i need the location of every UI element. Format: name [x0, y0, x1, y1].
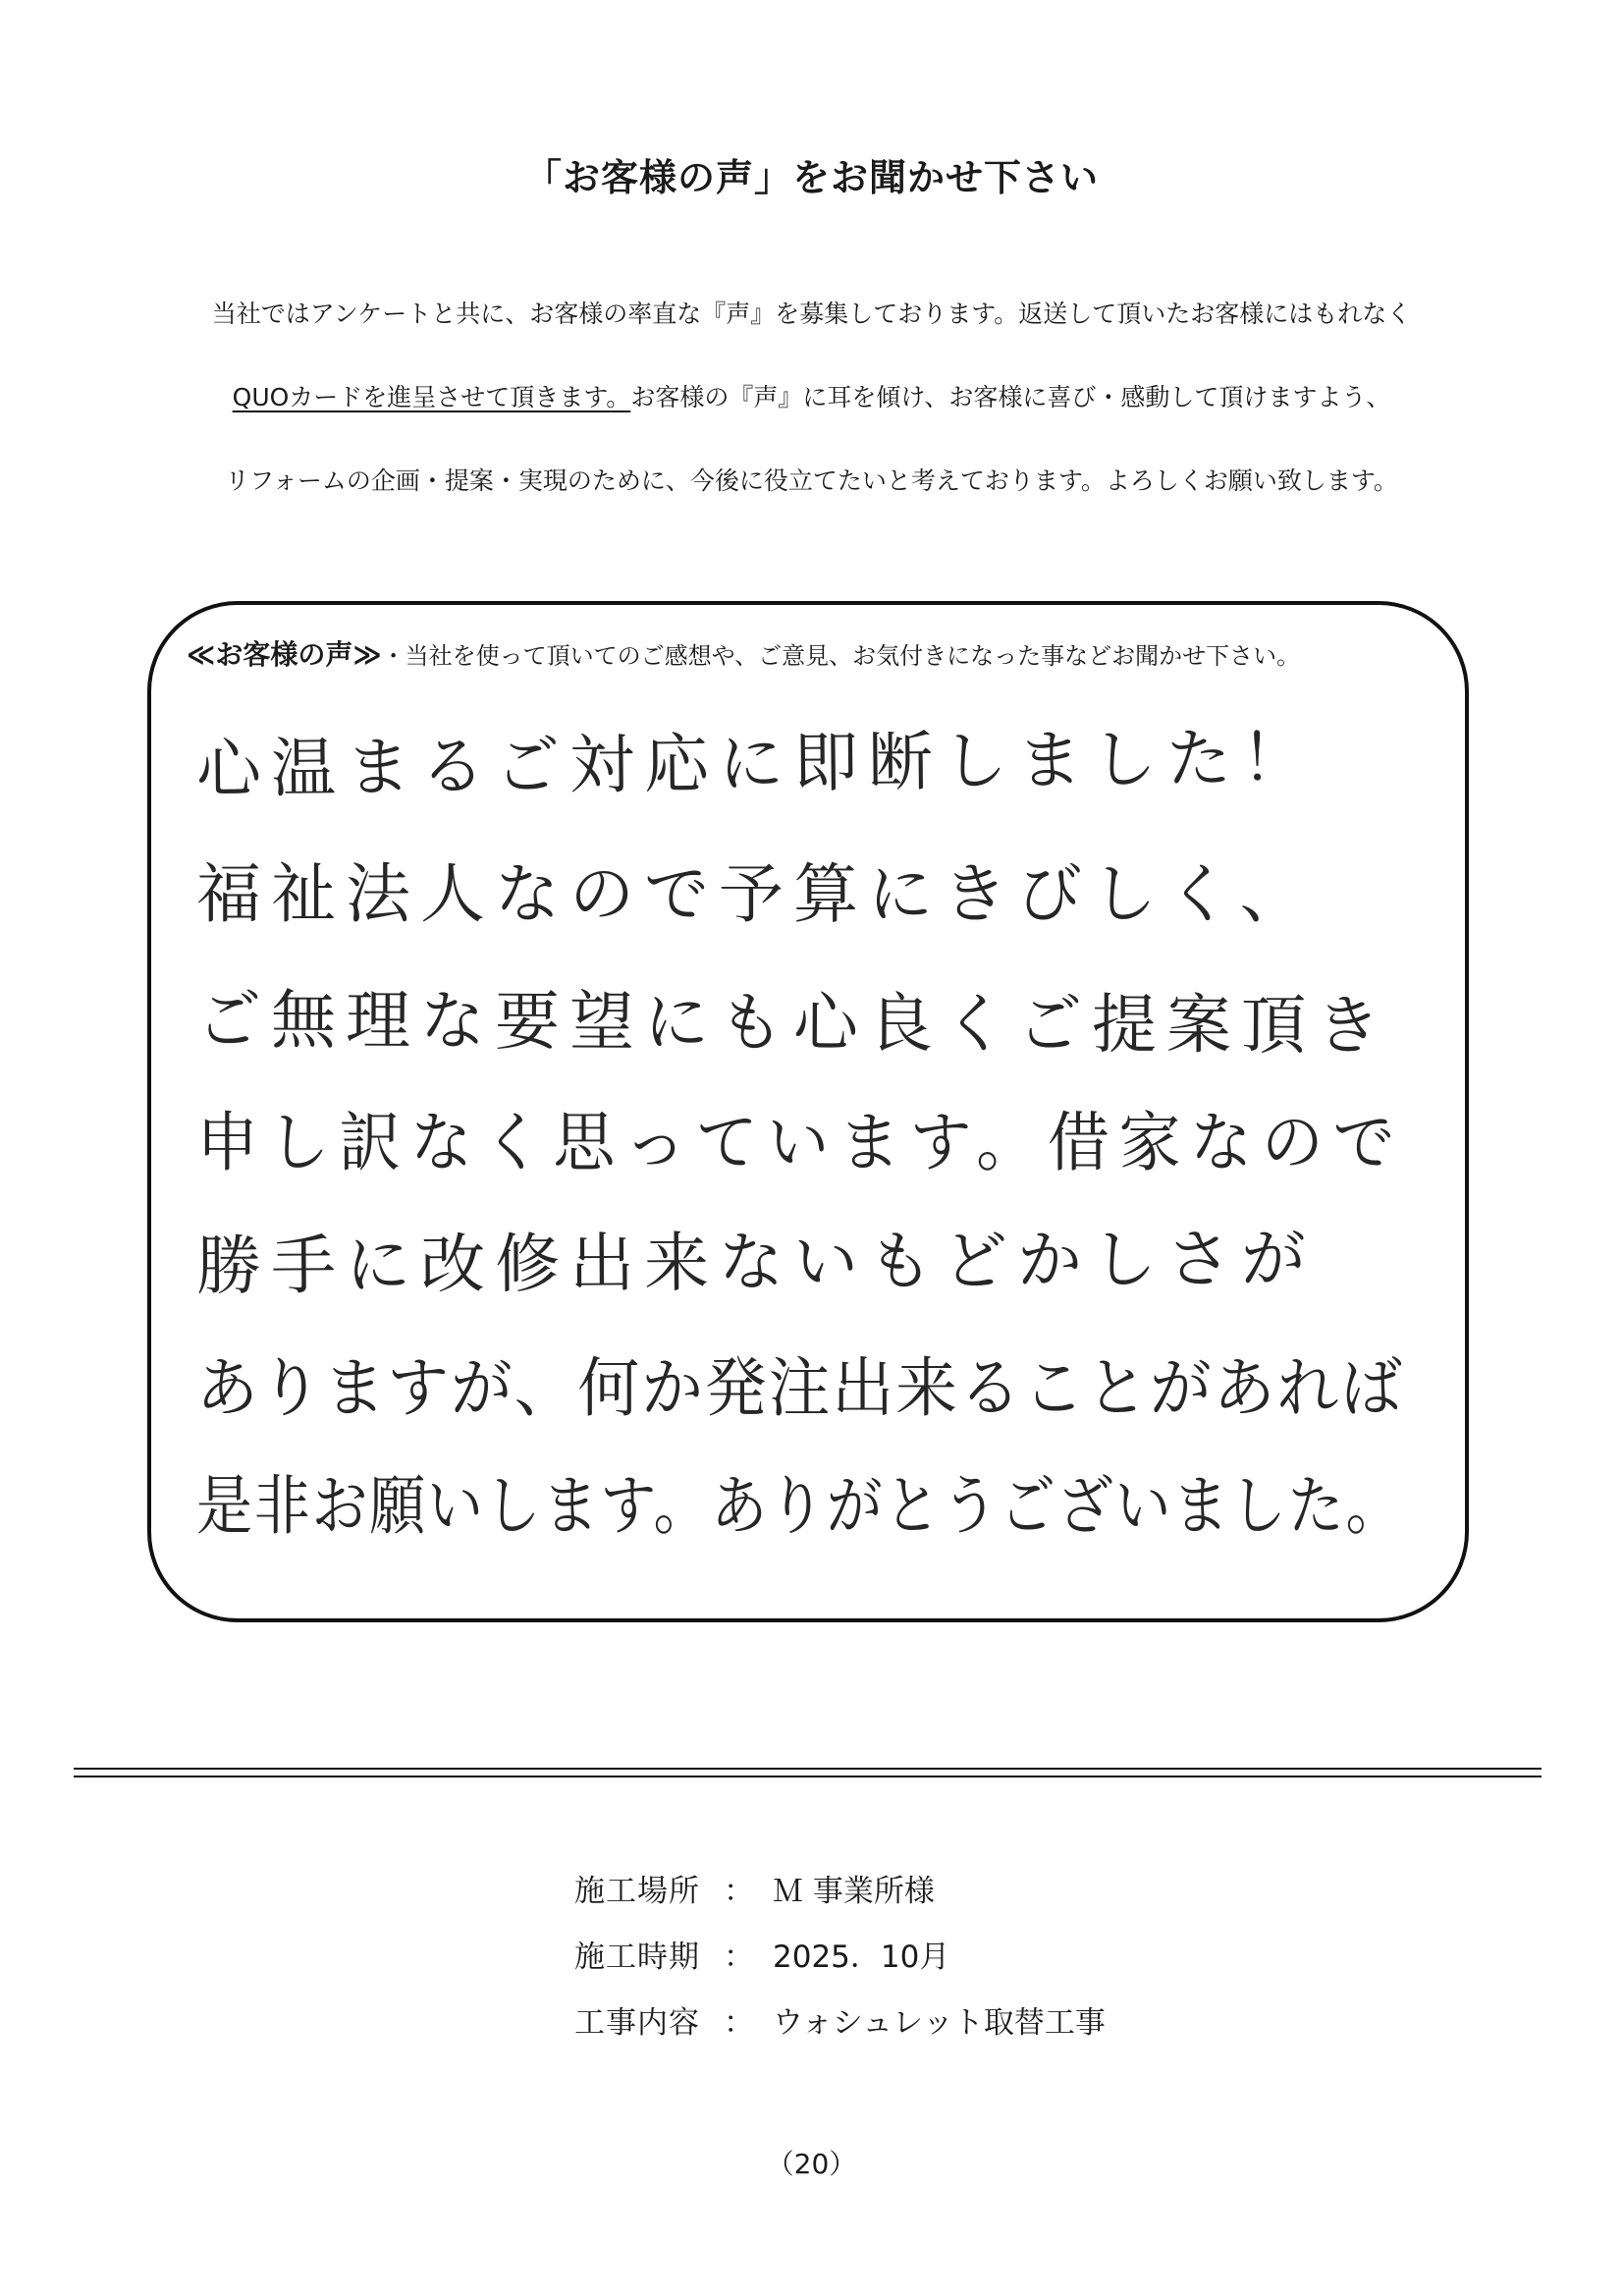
- handwritten-line-7: 是非お願いします。ありがとうございました。: [196, 1468, 1404, 1544]
- period-value: 2025．10月: [773, 1940, 950, 1975]
- voice-prompt: ・当社を使って頂いてのご感想や、ご意見、お気付きになった事などお聞かせ下さい。: [381, 642, 1301, 670]
- colon: ：: [724, 1874, 754, 1909]
- handwritten-line-4: 申し訳なく思っています。借家なので: [196, 1105, 1405, 1180]
- handwritten-line-5: 勝手に改修出来ないもどかしさが: [195, 1221, 1317, 1304]
- divider-bottom: [74, 1776, 1542, 1777]
- intro-line-1: 当社ではアンケートと共に、お客様の率直な『声』を募集しております。返送して頂いたお客様にはもれなく: [211, 300, 1412, 328]
- intro-line-3: リフォームの企画・提案・実現のために、今後に役立てたいと考えております。よろしくお願い致します。: [225, 466, 1398, 495]
- construction-location: [574, 1866, 935, 1910]
- colon: ：: [724, 2005, 754, 2041]
- divider-top: [74, 1768, 1542, 1770]
- location-label: 施工場所: [574, 1874, 700, 1909]
- handwritten-line-1: 心温まるご対応に即断しました！: [195, 720, 1317, 807]
- intro-line-2: [0, 378, 1623, 413]
- content-label: 工事内容: [574, 2005, 700, 2041]
- handwritten-line-6: ありますが、何か発注出来ることがあれば: [196, 1350, 1404, 1426]
- handwritten-line-3: ご無理な要望にも心良くご提案頂き: [195, 982, 1391, 1065]
- period-label: 施工時期: [574, 1940, 700, 1975]
- location-value: Ｍ 事業所様: [773, 1874, 935, 1909]
- voice-heading: ≪お客様の声≫: [187, 638, 382, 671]
- construction-period: [574, 1932, 949, 1976]
- handwritten-line-2: 福祉法人なので予算にきびしく、: [196, 856, 1315, 932]
- page-title: 「お客様の声」をお聞かせ下さい: [523, 156, 1099, 199]
- construction-content: [574, 1997, 1106, 2042]
- voice-header: [187, 633, 1300, 673]
- intro-line-2-rest: お客様の『声』に耳を傾け、お客様に喜び・感動して頂けますよう、: [630, 383, 1391, 411]
- page-number: （20）: [766, 2148, 857, 2180]
- quo-card-note: QUOカードを進呈させて頂きます。: [232, 383, 631, 411]
- colon: ：: [724, 1940, 754, 1975]
- content-value: ウォシュレット取替工事: [773, 2005, 1106, 2041]
